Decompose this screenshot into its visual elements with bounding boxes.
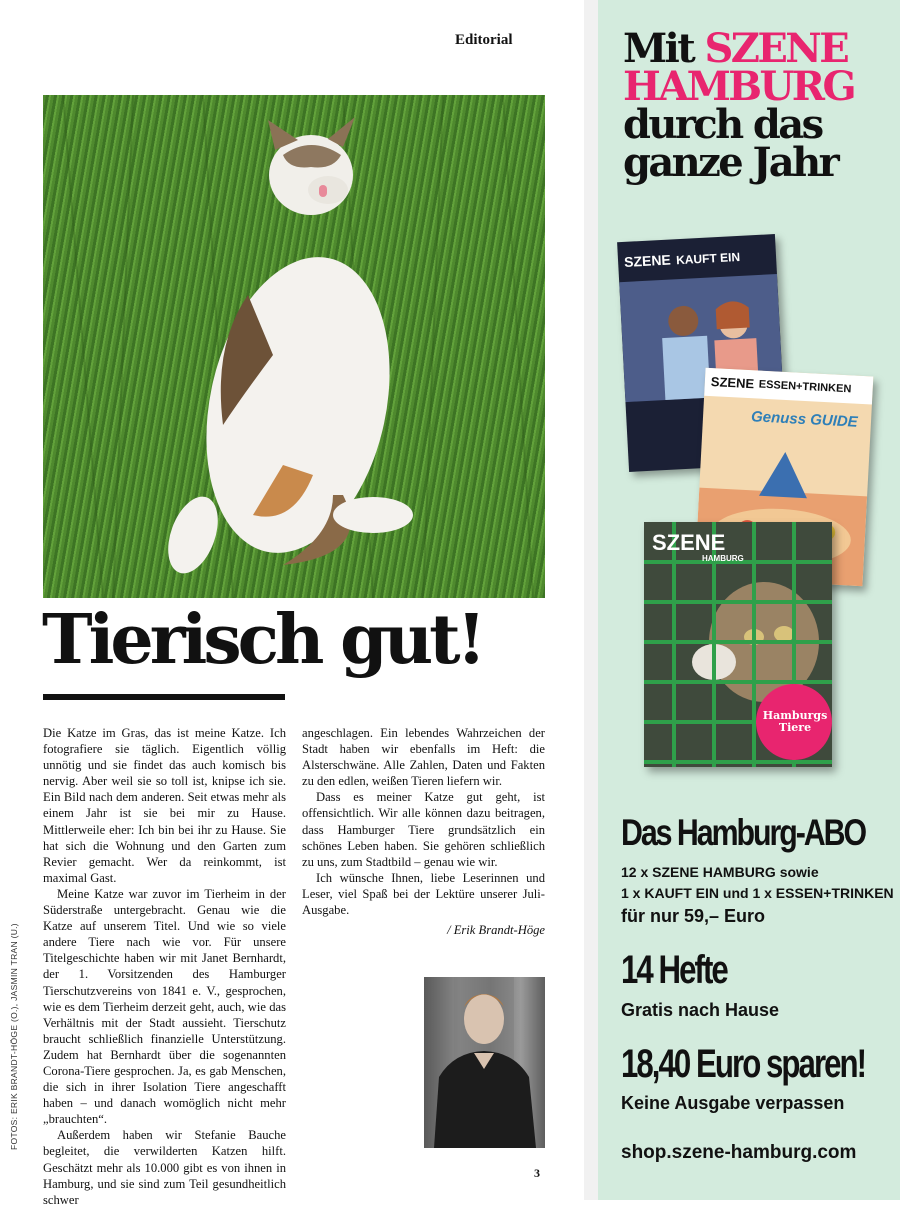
cover-brand: SZENE: [623, 251, 672, 270]
photo-credit: FOTOS: ERIK BRANDT-HÖGE (O.), JASMIN TRAN (U.): [9, 923, 19, 1150]
body-paragraph: Ich wünsche Ihnen, liebe Leserinnen und Leser, viel Spaß bei der Lektüre unserer Juli-Ausgabe.: [302, 870, 545, 918]
cover-szene-hamburg: [644, 522, 832, 767]
cover-name: ESSEN+TRINKEN: [758, 378, 852, 396]
promo-title-brand: SZENE: [704, 25, 848, 72]
promo-headline: [623, 25, 893, 186]
headline: Tierisch gut!: [42, 600, 483, 680]
body-column-2: [302, 725, 545, 938]
body-paragraph: Dass es meiner Katze gut geht, ist offensichtlich. Wir alle können dazu beitragen, dass Hamburger Tiere grundsätzlich ein schönes Leben haben. Sie gehören schließlich zu uns, zum Stadtbild – genau wie wir.: [302, 790, 545, 869]
promo-title-line: ganze Jahr: [623, 139, 838, 186]
promo-title-line: durch das: [623, 101, 822, 148]
body-paragraph: angeschlagen. Ein lebendes Wahrzeichen der Stadt haben wir ebenfalls im Heft: die Alsterschwäne. Alle Zahlen, Daten und Fakten zu den edlen, weißen Tieren liefern wir.: [302, 726, 545, 789]
cover-brand: SZENE: [652, 530, 726, 555]
shop-link[interactable]: shop.szene-hamburg.com: [621, 1142, 857, 1163]
promo-sub-1: Gratis nach Hause: [621, 1000, 780, 1020]
cover-name: KAUFT EIN: [675, 249, 741, 268]
cover-brand: SZENE: [710, 374, 755, 392]
author-signature: / Erik Brandt-Höge: [447, 923, 545, 938]
cover-story: Hamburgs Tiere: [762, 709, 828, 734]
promo-title-brand: HAMBURG: [623, 63, 854, 110]
body-paragraph: Meine Katze war zuvor im Tierheim in der Süderstraße untergebracht. Genau wie die Katze auf unserem Titel. Und wie so viele andere Tiere nach wie vor. Für unsere Titelgeschichte haben wir mit Janet Bernhardt, der 1. Vorsitzenden des Hamburger Tierschutzvereins von 1841 e. V., gesprochen, wie es dem Tierheim derzeit geht, auch, wie das Verhältnis mit der Stadt aussieht. Tierschutz braucht schließlich finanzielle Unterstützung. Zudem hat Bernhardt über die sogenannten Corona-Tiere gesprochen. Ja, es gab Menschen, die sich in ihrer Isolation Tiere angeschafft haben – und danach womöglich nicht mehr „brauchten“.: [43, 886, 286, 1127]
promo-big-1: 14 Hefte: [621, 948, 727, 992]
cat-photo: [43, 95, 545, 598]
section-label: Editorial: [455, 32, 513, 48]
headline-rule: [43, 694, 285, 700]
abo-title: Das Hamburg-ABO: [621, 812, 866, 853]
abo-line-1: 12 x SZENE HAMBURG sowie: [621, 864, 819, 880]
author-portrait: [424, 977, 545, 1148]
body-column-1: [43, 725, 286, 1208]
abo-line-2: 1 x KAUFT EIN und 1 x ESSEN+TRINKEN: [621, 885, 894, 901]
promo-big-2: 18,40 Euro sparen!: [621, 1042, 866, 1086]
promo-title-word: Mit: [623, 25, 694, 72]
cover-guide: Genuss GUIDE: [750, 408, 859, 431]
body-paragraph: Außerdem haben wir Stefanie Bauche begleitet, die verwilderten Katzen hilft. Geschätzt mehr als 10.000 gibt es von ihnen in Hamburg, und sie sind zum Teil gesundheitlich schwer: [43, 1128, 286, 1207]
page-gutter: [584, 0, 598, 1200]
body-paragraph: Die Katze im Gras, das ist meine Katze. Ich fotografiere sie täglich. Eigentlich völlig unnötig und sie findet das auch komisch bis nervig. Aber weil sie so toll ist, knipse ich sie. Ein Bild nach dem anderen. Seit etwas mehr als einem Jahr ist sie bei mir zu Hause. Mittlerweile eher: Ich bin bei ihr zu Hause. Sie hat sich die Wohnung und den Garten zum Revier gemacht. Wer da reinkommt, ist maximal Gast.: [43, 726, 286, 885]
cover-sub: HAMBURG: [702, 554, 744, 563]
page-number: 3: [534, 1166, 540, 1180]
promo-sub-2: Keine Ausgabe verpassen: [621, 1093, 845, 1113]
abo-price: für nur 59,– Euro: [621, 906, 766, 926]
